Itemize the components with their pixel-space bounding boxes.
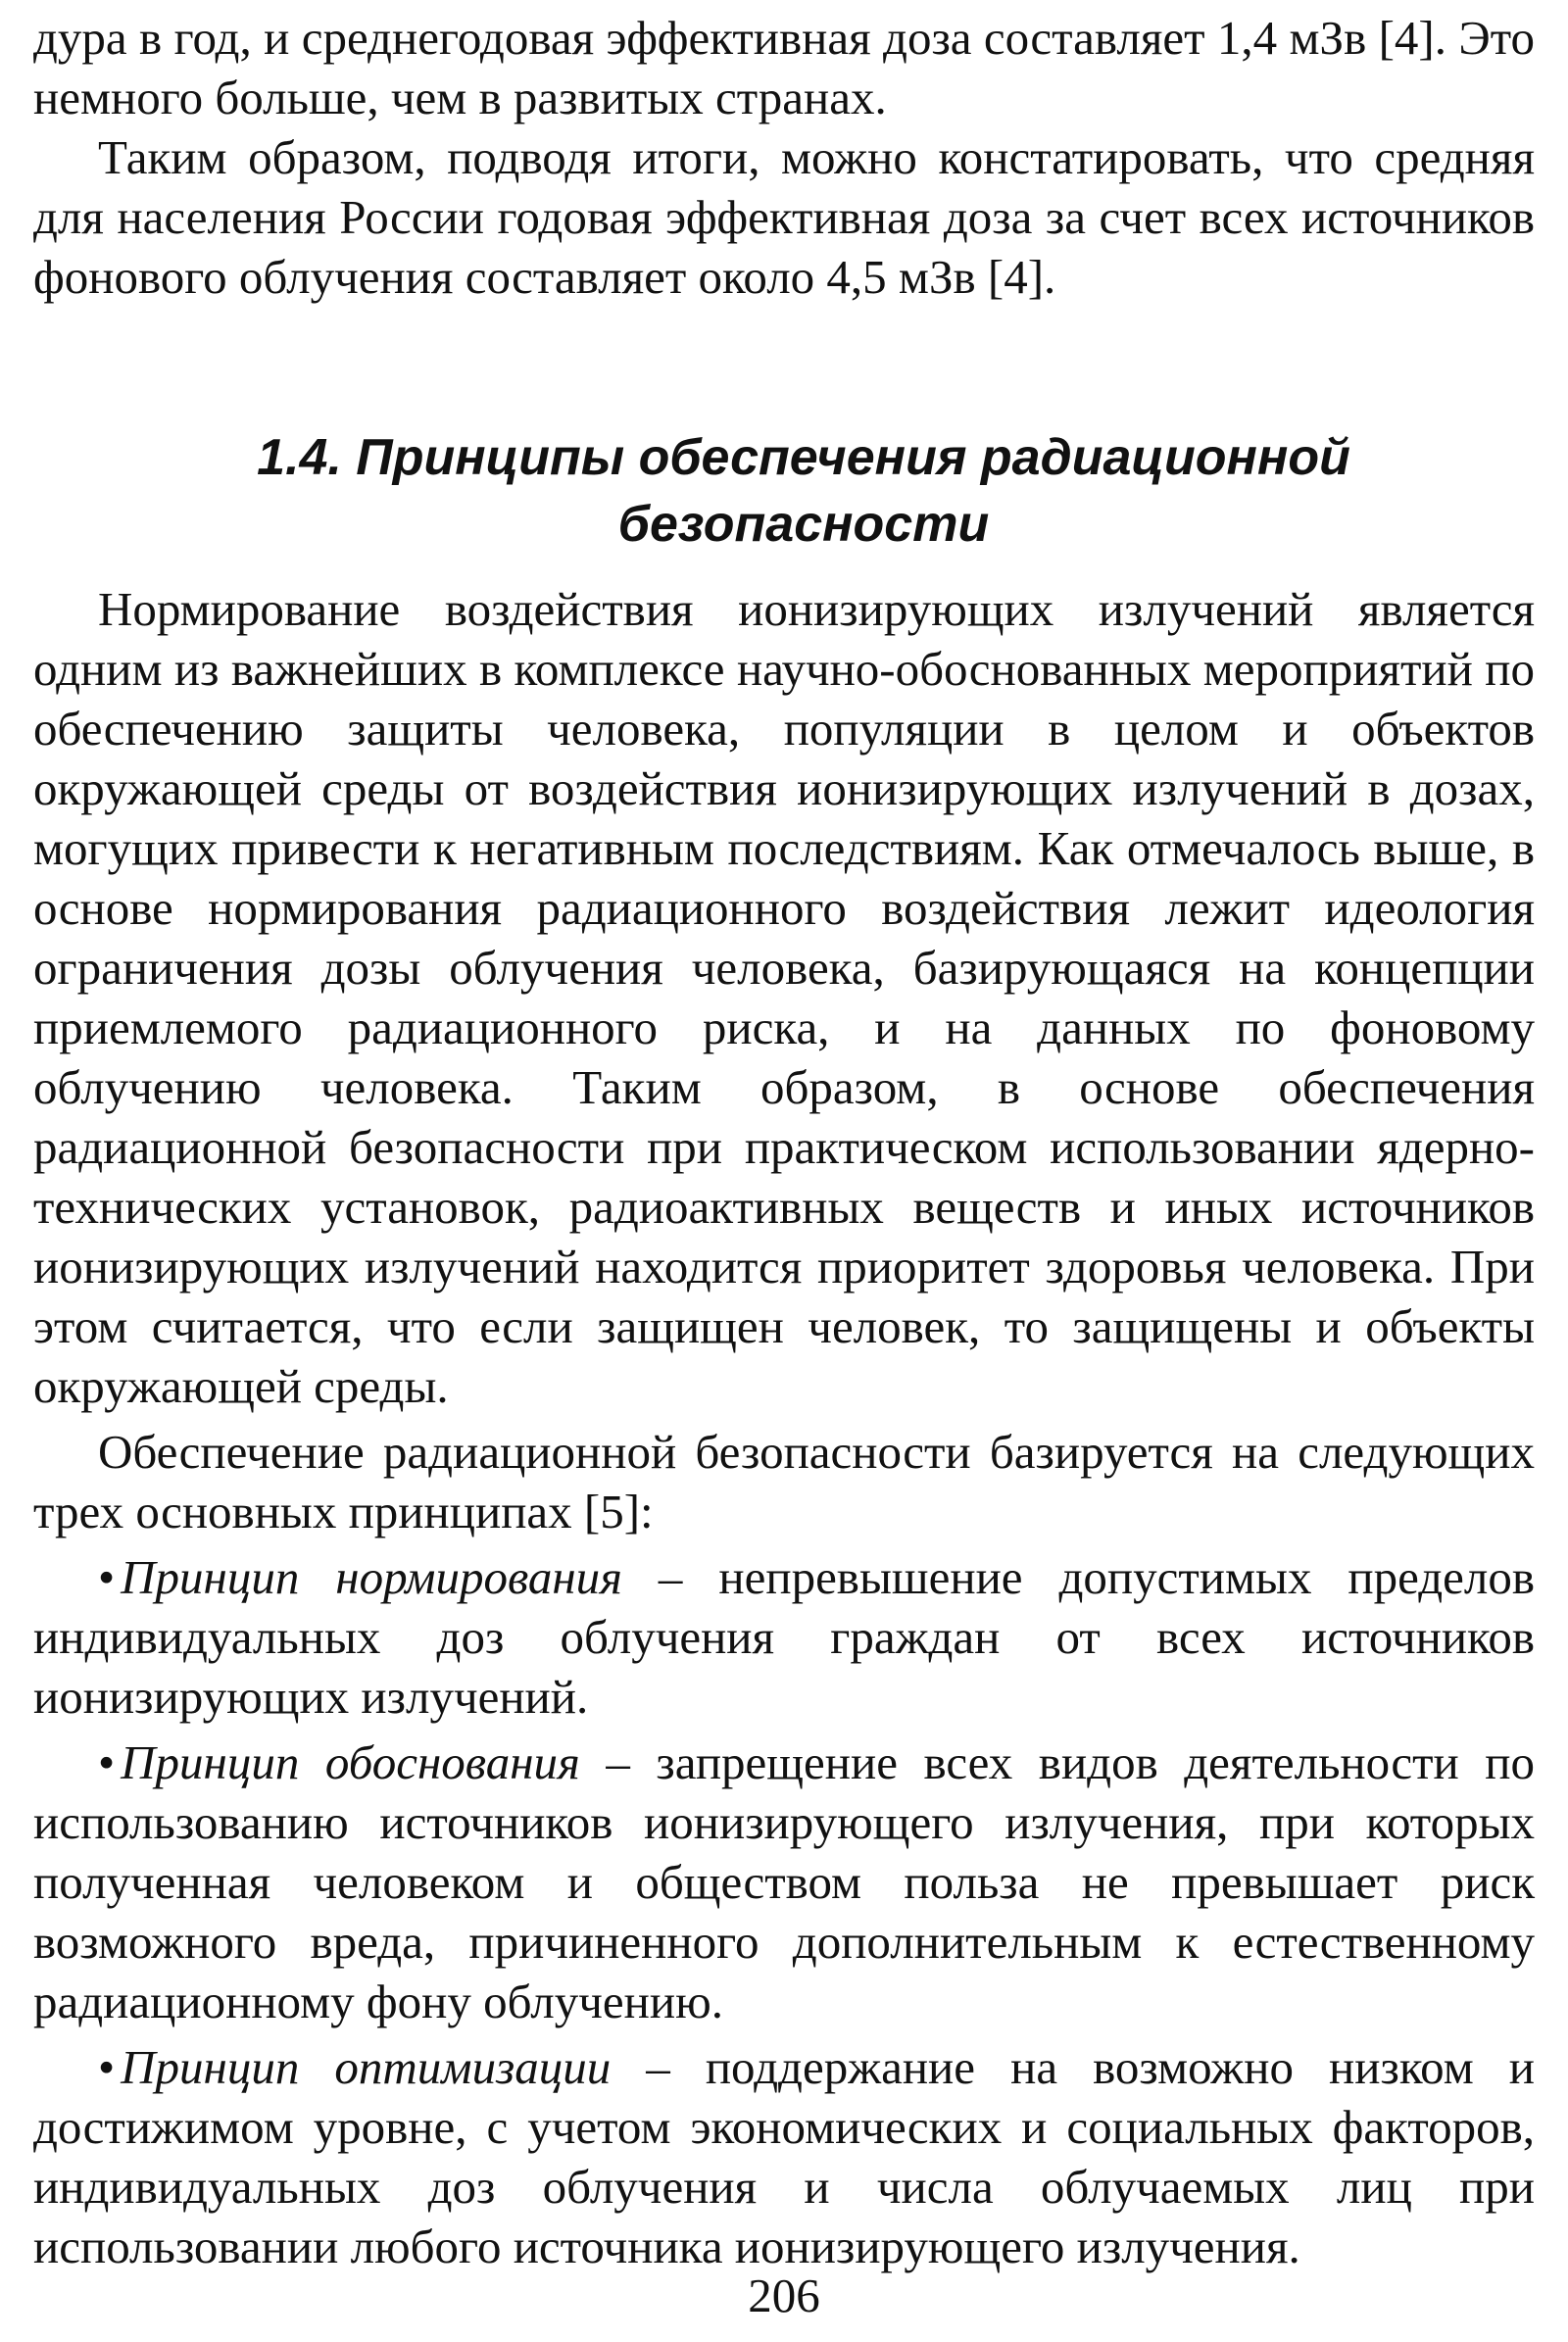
principle-description: – запрещение всех видов деятельности по использованию источников ионизирующего излучения, при которых полученная человеком и обществом польза не превышает риск возможного вреда, причиненного дополнительным к естественному радиационному фону облучению. (33, 1735, 1536, 2028)
continuation-paragraph: дура в год, и среднегодовая эффективная доза составляет 1,4 мЗв [4]. Это немного больше, чем в развитых странах. (33, 11, 1535, 124)
section-heading-line-2: безопасности (617, 496, 990, 553)
bullet-icon: • (98, 2040, 116, 2094)
principle-item-regulation (33, 1547, 1535, 1727)
body-paragraph-principles-intro: Обеспечение радиационной безопасности базируется на следующих трех основных принципах [5]: (33, 1425, 1535, 1538)
principle-item-optimization (33, 2037, 1535, 2276)
principle-description: – непревышение допустимых пределов индивидуальных доз облучения граждан от всех источников ионизирующих излучений. (33, 1550, 1536, 1724)
section-heading (33, 424, 1535, 558)
page-number: 206 (748, 2269, 820, 2322)
summary-paragraph: Таким образом, подводя итоги, можно констатировать, что средняя для населения России годовая эффективная доза за счет всех источников фонового облучения составляет около 4,5 мЗв [4]. (33, 130, 1535, 304)
bullet-icon: • (98, 1550, 116, 1604)
principle-term: Принцип нормирования (121, 1550, 622, 1604)
book-page (33, 0, 1535, 2342)
section-heading-line-1: 1.4. Принципы обеспечения радиационной (257, 429, 1350, 486)
principle-term: Принцип обоснования (121, 1735, 580, 1789)
body-paragraph-regulation: Нормирование воздействия ионизирующих излучений является одним из важнейших в комплексе научно-обоснованных мероприятий по обеспечению защиты человека, популяции в целом и объектов окружающей среды от воздействия ионизирующих излучений в дозах, могущих привести к негативным последствиям. Как отмечалось выше, в основе нормирования радиационного воздействия лежит идеология ограничения дозы облучения человека, базирующаяся на концепции приемлемого радиационного риска, и на данных по фоновому облучению человека. Таким образом, в основе обеспечения радиационной безопасности при практическом использовании ядерно-технических установок, радиоактивных веществ и иных источников ионизирующих излучений находится приоритет здоровья человека. При этом считается, что если защищен человек, то защищены и объекты окружающей среды. (33, 582, 1535, 1413)
principle-item-justification (33, 1732, 1535, 2031)
bullet-icon: • (98, 1735, 116, 1789)
principle-term: Принцип оптимизации (121, 2040, 612, 2094)
principle-description: – поддержание на возможно низком и достижимом уровне, с учетом экономических и социальных факторов, индивидуальных доз облучения и числа облучаемых лиц при использовании любого источника ионизирующего излучения. (33, 2040, 1535, 2273)
